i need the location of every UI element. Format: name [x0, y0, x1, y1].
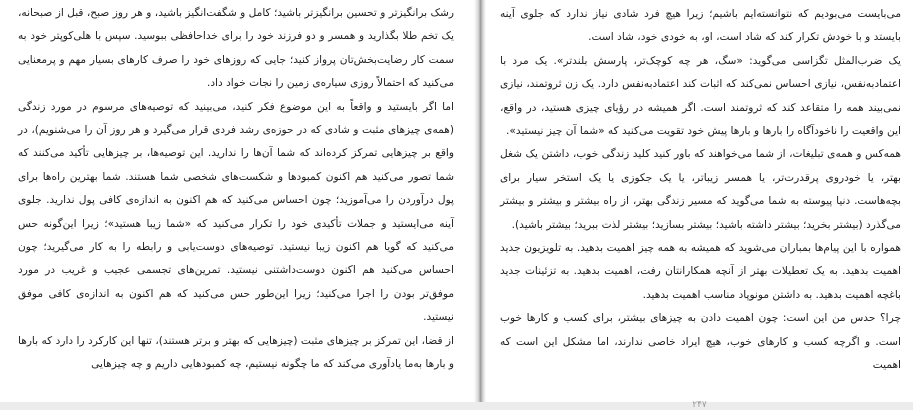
paragraph: می‌بایست می‌بودیم که نتوانسته‌ایم باشیم؛ زیرا هیچ فرد شادی نیاز ندارد که جلوی آینه بایستد و با خودش تکرار کند که شاد است، او، به خودی خود، شاد است.	[500, 8, 901, 44]
right-page	[486, 0, 913, 410]
page-number: ۲۴۷	[692, 400, 707, 410]
paragraph: یک ضرب‌المثل تگزاسی می‌گوید: «سگ، هر چه کوچک‌تر، پارسش بلندتر». یک مرد با اعتماد‌به‌نفس، نیازی احساس نمی‌کند که اثبات کند اعتماد‌به‌نفس دارد. یک زن ثروتمند، نیازی نمی‌بیند همه را متقاعد کند که ثروتمند است. اگر همیشه در رؤیای چیزی هستید، در واقع، این واقعیت را ناخودآگاه را بارها و بارها پیش خود تقویت می‌کنید که «شما آن چیز نیستید».	[500, 54, 901, 138]
paragraph: همواره با این پیام‌ها بمباران می‌شوید که همیشه به همه چیز اهمیت بدهید. به تلویزیون جدید اهمیت بدهید. به یک تعطیلات بهتر از آنچه همکارانتان رفت، اهمیت بدهید. به تزئینات جدید باغچه اهمیت بدهید. به داشتن مونوپاد مناسب اهمیت بدهید.	[500, 242, 901, 301]
paragraph: از قضا، این تمرکز بر چیزهای مثبت (چیزهایی که بهتر و برتر هستند)، تنها این کارکرد را دارد که بارها و بارها به‌ما یادآوری می‌کند که ما چگونه نیستیم، چه کمبودهایی داریم و چه چیزهایی	[18, 334, 454, 371]
right-page-text	[500, 3, 901, 378]
paragraph: چرا؟ حدس من این است: چون اهمیت دادن به چیزهای بیشتر، برای کسب و کارها خوب است. و اگرچه کسب و کارهای خوب، هیچ ایراد خاصی ندارند، اما مشکل این است که اهمیت	[500, 312, 901, 372]
paragraph: اما اگر بایستید و واقعاً به این موضوع فکر کنید، می‌بینید که توصیه‌های مرسوم در مورد زندگی (همه‌ی چیزهای مثبت و شادی که در حوزه‌ی رشد فردی قرار می‌گیرد و هر روز آن را می‌شنویم)، در واقع بر چیزهایی تمرکز کرده‌اند که شما آن‌ها را ندارید. این توصیه‌ها، بر چیزهایی تأکید می‌کنند که شما تصور می‌کنید هم اکنون کمبودها و شکست‌های شخصی شما هستند. شما بهترین راه‌ها برای پول درآوردن را می‌آموزید؛ چون احساس می‌کنید که هم اکنون به اندازه‌ی کافی پول ندارید. جلوی آینه می‌ایستید و جملات تأکیدی خود را تکرار می‌کنید که «شما زیبا هستید»؛ زیرا این‌گونه حس می‌کنید که گویا هم اکنون زیبا نیستید. توصیه‌های دوست‌یابی و رابطه را به کار می‌گیرید؛ چون احساس می‌کنید هم اکنون دوست‌داشتنی نیستید. تمرین‌های تجسمی عجیب و غریب در مورد موفق‌تر بودن را اجرا می‌کنید؛ زیرا این‌طور حس می‌کنید که هم اکنون به اندازه‌ی کافی موفق نیستید.	[18, 100, 454, 324]
book-spine-gutter	[474, 0, 486, 402]
paragraph: رشک برانگیزتر و تحسین برانگیزتر باشید؛ کامل و شگفت‌انگیز باشید، و هر روز صبح، قبل از صبحانه، یک تخم طلا بگذارید و همسر و دو فرزند خود را برای خداحافظی ببوسید. سپس با هلی‌کوپتر خود به سمت کار رضایت‌بخش‌تان پرواز کنید؛ جایی که روزهای خود را صرف کارهای بسیار مهم و پرمعنایی می‌کنید که احتمالاً روزی سیاره‌ی زمین را نجات خواد داد.	[18, 7, 454, 90]
left-page-text	[18, 2, 454, 377]
paragraph: همه‌کس و همه‌ی تبلیغات، از شما می‌خواهند که باور کنید کلید زندگی خوب، داشتن یک شغل بهتر، یا خودروی پرقدرت‌تر، یا همسر زیباتر، یا یک جکوزی یا یک استخر سیار برای بچه‌هاست. دنیا پیوسته به شما می‌گوید که مسیر زندگی بهتر، از راه بیشتر و بیشتر و بیشتر می‌گذرد (بیشتر بخرید؛ بیشتر داشته باشید؛ بیشتر بسازید؛ بیشتر لذت ببرید؛ بیشتر باشید).	[500, 148, 901, 231]
